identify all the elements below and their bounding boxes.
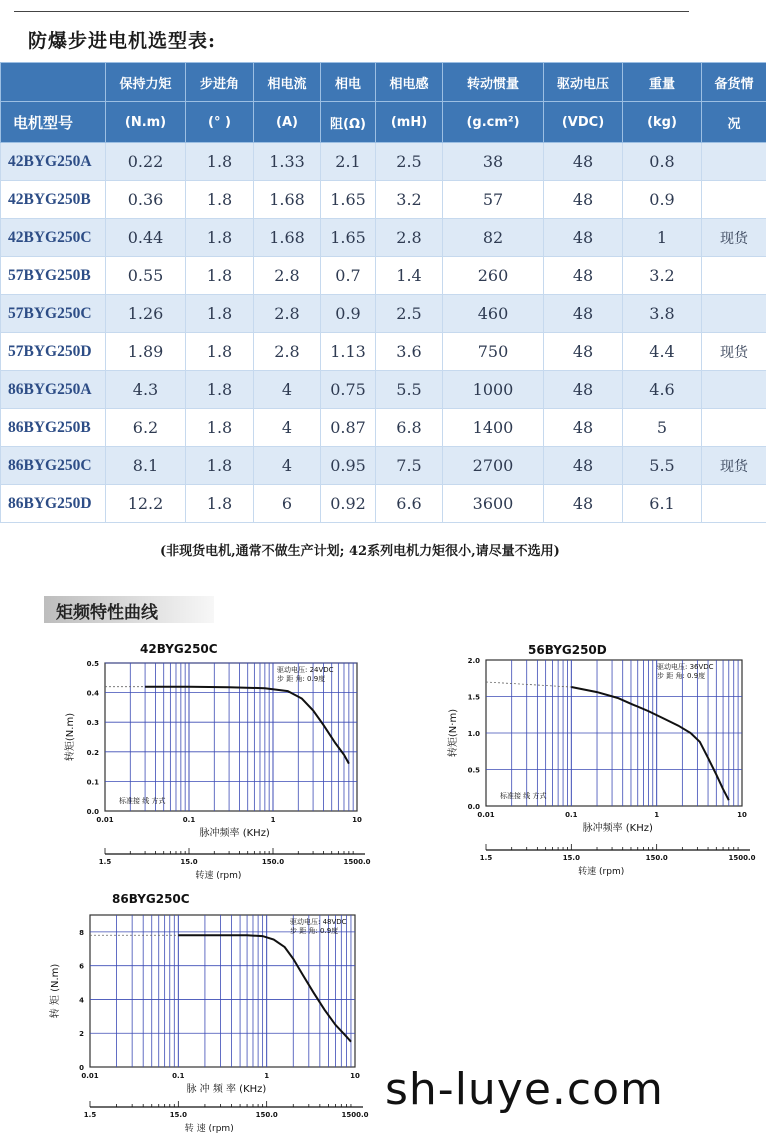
header-top-0 [1, 63, 106, 102]
table-cell: 2.8 [254, 333, 321, 371]
cell-stock: 现货 [702, 333, 766, 371]
chart-title: 42BYG250C [140, 642, 218, 656]
table-cell: 12.2 [106, 485, 186, 523]
table-cell: 2.8 [254, 295, 321, 333]
table-cell: 6.6 [376, 485, 443, 523]
header-top-8: 重量 [623, 63, 702, 102]
table-cell: 0.22 [106, 143, 186, 181]
x-tick-label: 0.1 [565, 811, 578, 819]
cell-model: 42BYG250B [1, 181, 106, 219]
table-cell: 48 [544, 333, 623, 371]
chart-info-line: 步 距 角: 0.9度 [657, 672, 706, 680]
chart-86byg250c [40, 885, 380, 1134]
table-cell: 0.55 [106, 257, 186, 295]
table-cell: 4 [254, 371, 321, 409]
header-bottom-3: (A) [254, 102, 321, 143]
chart-title: 56BYG250D [528, 643, 607, 657]
y-axis-label: 转 矩 (N.m) [50, 963, 61, 1019]
table-cell: 48 [544, 485, 623, 523]
y-tick-label: 0.0 [467, 803, 480, 811]
header-top-7: 驱动电压 [544, 63, 623, 102]
speed-tick-label: 15.0 [562, 854, 580, 862]
y-tick-label: 8 [79, 928, 84, 937]
table-cell: 1000 [443, 371, 544, 409]
y-tick-label: 2.0 [467, 657, 480, 665]
chart-info-line: 驱动电压: 24VDC [277, 666, 334, 674]
header-bottom-9: 况 [702, 102, 766, 143]
table-cell: 6.8 [376, 409, 443, 447]
table-cell: 1.26 [106, 295, 186, 333]
speed-tick-label: 150.0 [255, 1111, 278, 1119]
table-cell: 1.8 [186, 447, 254, 485]
cell-model: 42BYG250A [1, 143, 106, 181]
table-cell: 8.1 [106, 447, 186, 485]
top-rule [14, 11, 689, 12]
speed-tick-label: 1500.0 [341, 1111, 369, 1119]
table-cell: 0.9 [623, 181, 702, 219]
header-top-3: 相电流 [254, 63, 321, 102]
table-cell: 1.8 [186, 485, 254, 523]
table-cell: 48 [544, 219, 623, 257]
table-cell: 0.7 [321, 257, 376, 295]
header-top-6: 转动惯量 [443, 63, 544, 102]
chart-info-line: 步 距 角: 0.9度 [290, 927, 339, 935]
table-cell: 1.8 [186, 409, 254, 447]
plot-frame [90, 915, 355, 1067]
header-bottom-7: (VDC) [544, 102, 623, 143]
table-cell: 48 [544, 257, 623, 295]
table-header-row-top [1, 63, 766, 102]
chart-method-label: 标准接 线 方式 [500, 792, 547, 800]
table-cell: 48 [544, 371, 623, 409]
table-cell: 1.89 [106, 333, 186, 371]
speed-tick-label: 1.5 [479, 854, 493, 862]
table-cell: 3.6 [376, 333, 443, 371]
header-motor-model: 电机型号 [1, 102, 106, 143]
x-tick-label: 0.1 [182, 816, 196, 824]
y-tick-label: 0.1 [86, 778, 99, 787]
table-row [1, 333, 766, 371]
header-top-9: 备货情 [702, 63, 766, 102]
speed-axis-label: 转速 (rpm) [195, 871, 242, 881]
table-cell: 460 [443, 295, 544, 333]
table-cell: 5 [623, 409, 702, 447]
table-cell: 0.87 [321, 409, 376, 447]
table-cell: 0.36 [106, 181, 186, 219]
x-tick-label: 10 [350, 1072, 360, 1080]
header-bottom-6: (g.cm²) [443, 102, 544, 143]
header-bottom-2: (° ) [186, 102, 254, 143]
x-tick-label: 0.1 [172, 1072, 185, 1080]
table-cell: 7.5 [376, 447, 443, 485]
y-tick-label: 0.0 [86, 808, 99, 816]
speed-tick-label: 15.0 [180, 858, 198, 866]
y-tick-label: 6 [79, 962, 84, 971]
table-cell: 57 [443, 181, 544, 219]
chart-42byg250c [55, 635, 385, 890]
table-cell: 1.8 [186, 143, 254, 181]
table-cell: 6.2 [106, 409, 186, 447]
y-tick-label: 0.3 [86, 719, 99, 728]
table-cell: 1.68 [254, 219, 321, 257]
table-cell: 48 [544, 181, 623, 219]
table-cell: 1.4 [376, 257, 443, 295]
table-cell: 3.2 [623, 257, 702, 295]
cell-model: 42BYG250C [1, 219, 106, 257]
table-row [1, 371, 766, 409]
table-cell: 0.44 [106, 219, 186, 257]
cell-stock [702, 409, 766, 447]
table-footnote: (非现货电机,通常不做生产计划; 42系列电机力矩很小,请尽量不选用) [160, 544, 560, 559]
table-cell: 0.75 [321, 371, 376, 409]
table-cell: 1.13 [321, 333, 376, 371]
cell-model: 57BYG250D [1, 333, 106, 371]
table-cell: 6.1 [623, 485, 702, 523]
y-tick-label: 0 [79, 1064, 84, 1072]
x-axis-label: 脉 冲 频 率 (KHz) [186, 1084, 267, 1095]
table-cell: 48 [544, 447, 623, 485]
cell-model: 57BYG250B [1, 257, 106, 295]
x-tick-label: 1 [270, 816, 276, 824]
x-tick-label: 0.01 [96, 816, 114, 824]
speed-tick-label: 1500.0 [728, 854, 756, 862]
table-cell: 1.8 [186, 371, 254, 409]
cell-stock [702, 295, 766, 333]
speed-tick-label: 15.0 [169, 1111, 187, 1119]
table-cell: 0.9 [321, 295, 376, 333]
table-cell: 48 [544, 295, 623, 333]
y-tick-label: 4 [79, 996, 84, 1005]
y-axis-label: 转矩(N·m) [448, 708, 459, 758]
table-cell: 1.8 [186, 219, 254, 257]
table-cell: 1.8 [186, 181, 254, 219]
speed-tick-label: 150.0 [261, 858, 285, 866]
table-row [1, 257, 766, 295]
speed-axis-label: 转速 (rpm) [578, 867, 625, 877]
page-title: 防爆步进电机选型表: [28, 30, 217, 52]
x-axis-label: 脉冲频率 (KHz) [199, 828, 270, 839]
table-cell: 4.4 [623, 333, 702, 371]
chart-info-line: 步 距 角: 0.9度 [277, 675, 326, 683]
chart-56byg250d [440, 638, 760, 883]
cell-stock [702, 371, 766, 409]
x-tick-label: 10 [352, 816, 362, 824]
table-header-row-bottom [1, 102, 766, 143]
y-tick-label: 0.5 [86, 660, 99, 668]
table-cell: 6 [254, 485, 321, 523]
speed-tick-label: 1500.0 [343, 858, 371, 866]
speed-tick-label: 1.5 [98, 858, 112, 866]
x-tick-label: 1 [654, 811, 660, 819]
table-cell: 0.8 [623, 143, 702, 181]
cell-model: 86BYG250B [1, 409, 106, 447]
table-cell: 4.3 [106, 371, 186, 409]
cell-model: 86BYG250C [1, 447, 106, 485]
table-cell: 1.8 [186, 333, 254, 371]
speed-axis-label: 转 速 (rpm) [184, 1124, 234, 1134]
x-tick-label: 0.01 [477, 811, 495, 819]
cell-stock: 现货 [702, 219, 766, 257]
section-title: 矩频特性曲线 [56, 603, 158, 623]
x-axis-label: 脉冲频率 (KHz) [582, 823, 653, 834]
table-row [1, 181, 766, 219]
table-cell: 0.92 [321, 485, 376, 523]
table-cell: 82 [443, 219, 544, 257]
table-cell: 4 [254, 409, 321, 447]
table-cell: 48 [544, 143, 623, 181]
watermark-url: sh-luye.com [385, 1064, 664, 1115]
table-cell: 1.65 [321, 181, 376, 219]
header-top-2: 步进角 [186, 63, 254, 102]
table-cell: 2.1 [321, 143, 376, 181]
x-tick-label: 1 [264, 1072, 270, 1080]
table-cell: 2.8 [254, 257, 321, 295]
table-row [1, 485, 766, 523]
table-cell: 2.5 [376, 143, 443, 181]
x-tick-label: 10 [737, 811, 747, 819]
cell-stock [702, 257, 766, 295]
y-axis-label: 转矩(N.m) [65, 712, 76, 762]
table-cell: 3.2 [376, 181, 443, 219]
table-cell: 4.6 [623, 371, 702, 409]
chart-info-line: 驱动电压: 36VDC [657, 663, 714, 671]
cell-stock [702, 485, 766, 523]
table-cell: 5.5 [376, 371, 443, 409]
table-row [1, 295, 766, 333]
header-bottom-5: (mH) [376, 102, 443, 143]
y-tick-label: 1.5 [467, 693, 480, 702]
table-cell: 1.33 [254, 143, 321, 181]
x-tick-label: 0.01 [81, 1072, 99, 1080]
plot-frame [105, 663, 357, 811]
table-row [1, 219, 766, 257]
y-tick-label: 1.0 [467, 730, 480, 738]
table-cell: 1.8 [186, 257, 254, 295]
table-cell: 0.95 [321, 447, 376, 485]
table-cell: 48 [544, 409, 623, 447]
chart-title: 86BYG250C [112, 892, 190, 906]
table-cell: 4 [254, 447, 321, 485]
table-body [1, 143, 766, 523]
table-cell: 3.8 [623, 295, 702, 333]
header-top-4: 相电 [321, 63, 376, 102]
speed-tick-label: 150.0 [645, 854, 668, 862]
table-cell: 1.65 [321, 219, 376, 257]
table-cell: 38 [443, 143, 544, 181]
y-tick-label: 0.2 [86, 748, 99, 757]
y-tick-label: 0.4 [86, 689, 99, 698]
table-cell: 1400 [443, 409, 544, 447]
header-bottom-4: 阻(Ω) [321, 102, 376, 143]
table-cell: 2.8 [376, 219, 443, 257]
y-tick-label: 0.5 [467, 766, 480, 775]
chart-method-label: 标准接 线 方式 [119, 797, 166, 805]
table-row [1, 409, 766, 447]
cell-stock [702, 143, 766, 181]
chart-info-line: 驱动电压: 48VDC [290, 918, 347, 926]
table-cell: 1.68 [254, 181, 321, 219]
header-bottom-8: (kg) [623, 102, 702, 143]
table-cell: 5.5 [623, 447, 702, 485]
table-cell: 750 [443, 333, 544, 371]
table-cell: 2700 [443, 447, 544, 485]
cell-model: 86BYG250D [1, 485, 106, 523]
table-cell: 3600 [443, 485, 544, 523]
header-top-5: 相电感 [376, 63, 443, 102]
cell-stock: 现货 [702, 447, 766, 485]
motor-spec-table [0, 62, 766, 523]
header-bottom-1: (N.m) [106, 102, 186, 143]
header-top-1: 保持力矩 [106, 63, 186, 102]
cell-stock [702, 181, 766, 219]
table-cell: 1.8 [186, 295, 254, 333]
speed-tick-label: 1.5 [83, 1111, 97, 1119]
cell-model: 86BYG250A [1, 371, 106, 409]
table-cell: 2.5 [376, 295, 443, 333]
table-cell: 260 [443, 257, 544, 295]
table-row [1, 143, 766, 181]
table-cell: 1 [623, 219, 702, 257]
cell-model: 57BYG250C [1, 295, 106, 333]
table-row [1, 447, 766, 485]
y-tick-label: 2 [79, 1030, 84, 1039]
